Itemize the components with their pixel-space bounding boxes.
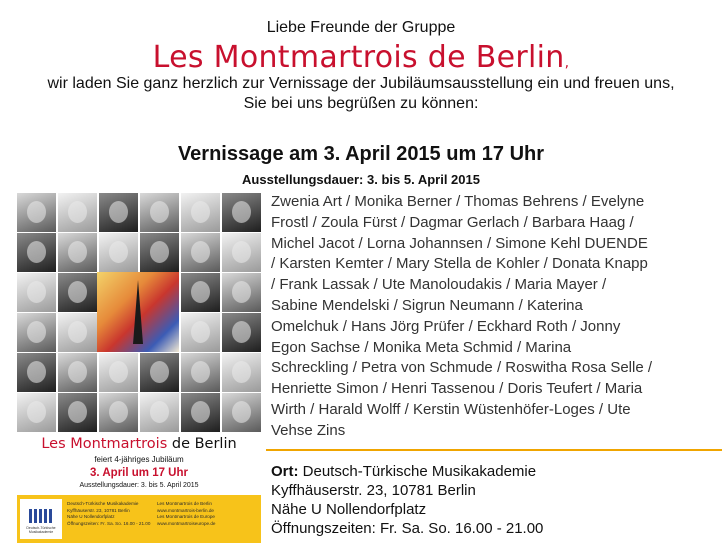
- group-name: Les Montmartrois de Berlin: [152, 40, 565, 75]
- artist-portrait: [222, 313, 261, 352]
- artist-portrait: [58, 233, 97, 272]
- poster-title-red: Les Montmartrois: [41, 436, 168, 452]
- artist-portrait: [222, 233, 261, 272]
- hours-label: Öffnungszeiten:: [271, 520, 376, 537]
- poster-info-line: Nähe U Nollendorfplatz: [67, 514, 115, 520]
- poster-info-line: Les Montmartrois de Europe: [157, 514, 215, 520]
- artist-portrait: [58, 393, 97, 432]
- artist-names-line: / Frank Lassak / Ute Manoloudakis / Maria Mayer /: [271, 276, 607, 294]
- ort-value: Deutsch-Türkische Musikakademie: [298, 463, 537, 480]
- greeting-text: Liebe Freunde der Gruppe: [266, 19, 456, 36]
- artist-portrait: [99, 353, 138, 392]
- venue-block: [271, 462, 543, 538]
- artist-names-line: Henriette Simon / Henri Tassenou / Doris Teufert / Maria: [271, 380, 643, 398]
- artist-portrait: [181, 353, 220, 392]
- artist-portrait: [222, 353, 261, 392]
- artist-names-line: Egon Sachse / Monika Meta Schmid / Marina: [271, 338, 572, 356]
- artist-portrait: [17, 193, 56, 232]
- poster-venue-info: [67, 501, 150, 527]
- hours-value: Fr. Sa. So. 16.00 - 21.00: [375, 520, 544, 537]
- artist-names-line: / Karsten Kemter / Mary Stella de Kohler / Donata Knapp: [271, 255, 648, 273]
- artist-names-line: Schreckling / Petra von Schmude / Roswitha Rosa Selle /: [271, 359, 653, 377]
- artist-portrait: [181, 233, 220, 272]
- artist-portrait: [140, 233, 179, 272]
- artist-names-line: Michel Jacot / Lorna Johannsen / Simone Kehl DUENDE: [271, 234, 648, 252]
- artist-portrait: [17, 273, 56, 312]
- venue-street: Kyffhäuserstr. 23, 10781 Berlin: [271, 482, 476, 499]
- artist-names-line: Zwenia Art / Monika Berner / Thomas Behrens / Evelyne: [271, 193, 645, 210]
- group-name-title: [0, 40, 722, 75]
- divider-line: [266, 449, 722, 451]
- artist-portrait: [17, 313, 56, 352]
- group-name-comma: ,: [564, 55, 570, 71]
- artist-portrait: [181, 273, 220, 312]
- artist-names-line: Frostl / Zoula Fürst / Dagmar Gerlach / Barbara Haag /: [271, 213, 634, 231]
- artist-names-line: Wirth / Harald Wolff / Kerstin Wüstenhöfer-Loges / Ute: [271, 400, 631, 418]
- artist-portrait: [181, 313, 220, 352]
- poster-info-line: www.montmartrois-berlin.de: [157, 507, 214, 513]
- artist-portrait: [17, 353, 56, 392]
- artist-portrait: [222, 193, 261, 232]
- poster-info-line: Öffnungszeiten: Fr. Sa. So. 16.00 - 21.00: [67, 520, 151, 526]
- artist-names-list: [271, 192, 715, 442]
- artist-portrait: [58, 273, 97, 312]
- venue-hours: [271, 519, 543, 538]
- artist-portrait: [58, 193, 97, 232]
- artist-portrait: [17, 233, 56, 272]
- poster-info-line: Deutsch-Türkische Musikakademie: [67, 501, 139, 506]
- artist-portrait: [140, 393, 179, 432]
- artist-portrait: [58, 353, 97, 392]
- artist-portrait: [99, 193, 138, 232]
- artist-portrait: [99, 393, 138, 432]
- poster-info-bar: [17, 495, 261, 543]
- artist-names-line: Sabine Mendelski / Sigrun Neumann / Katerina: [271, 296, 583, 314]
- artist-portrait: [181, 193, 220, 232]
- artist-portrait: [58, 313, 97, 352]
- poster-title-rest: de Berlin: [167, 436, 237, 452]
- artist-portrait: [99, 233, 138, 272]
- poster-info-line: Les Montmartrois de Berlin: [157, 501, 212, 506]
- artist-names-line: Vehse Zins: [271, 421, 346, 439]
- artist-names-line: Omelchuk / Hans Jörg Prüfer / Eckhard Roth / Jonny: [271, 317, 621, 335]
- poster-web-info: [157, 501, 215, 527]
- artist-portrait: [140, 353, 179, 392]
- exhibition-duration: Ausstellungsdauer: 3. bis 5. April 2015: [242, 172, 480, 187]
- venue-line: [271, 462, 543, 481]
- poster-duration: Ausstellungsdauer: 3. bis 5. April 2015: [79, 482, 199, 489]
- vernissage-heading: Vernissage am 3. April 2015 um 17 Uhr: [177, 143, 545, 165]
- artist-portrait: [17, 393, 56, 432]
- poster-date: 3. April um 17 Uhr: [90, 467, 188, 479]
- poster-info-line: www.montmartroiseurope.de: [157, 520, 216, 526]
- poster-info-line: Kyffhäuserstr. 23, 10781 Berlin: [67, 507, 130, 513]
- invitation-line-1: wir laden Sie ganz herzlich zur Vernissage der Jubiläumsausstellung ein und freuen uns,: [47, 75, 675, 92]
- artist-portrait: [222, 393, 261, 432]
- artist-portrait: [181, 393, 220, 432]
- artist-portrait: [222, 273, 261, 312]
- artist-portrait: [140, 193, 179, 232]
- columns-icon: [29, 509, 53, 523]
- invitation-line-2: Sie bei uns begrüßen zu können:: [243, 95, 479, 112]
- poster-subtitle: feiert 4-jähriges Jubiläum: [94, 455, 184, 464]
- musikakademie-logo: [20, 499, 62, 539]
- artist-portrait-grid: [17, 193, 261, 429]
- poster-title: [17, 436, 261, 452]
- ort-label: Ort:: [271, 463, 299, 480]
- eiffel-tower-painting: [97, 272, 179, 352]
- venue-near: Nähe U Nollendorfplatz: [271, 501, 427, 518]
- logo-caption: Deutsch-Türkische Musikakademie: [26, 526, 56, 534]
